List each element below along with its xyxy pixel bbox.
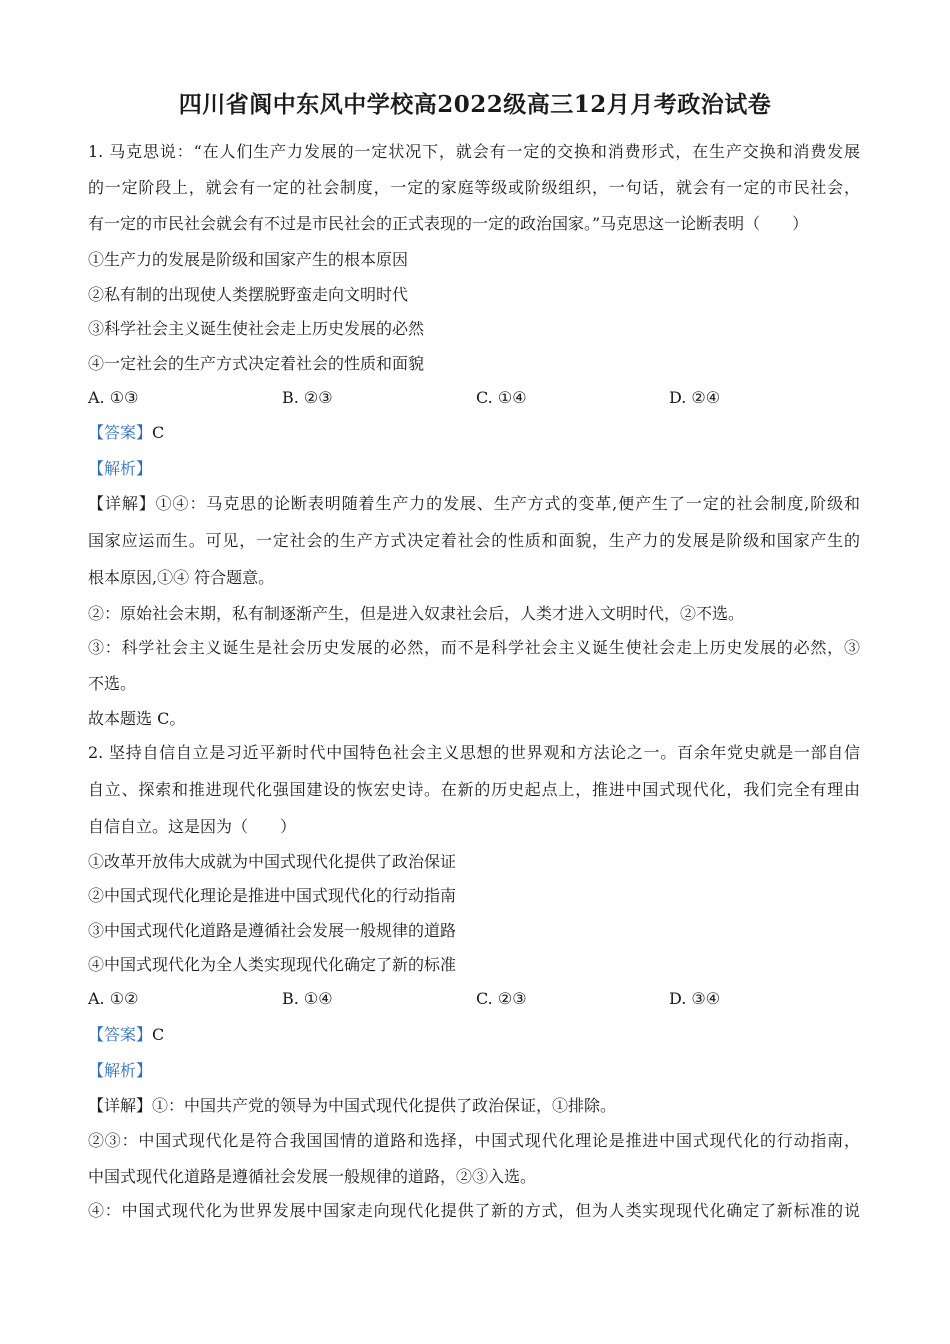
q1-statement: ③科学社会主义诞生使社会走上历史发展的必然 — [88, 319, 425, 338]
q1-option-d: D. ②④ — [669, 388, 721, 407]
q1-option-c: C. ①④ — [476, 388, 527, 407]
q2-detail-line: ④：中国式现代化为世界发展中国家走向现代化提供了新的方式，但为人类实现现代化确定了新标准的说 — [88, 1201, 860, 1220]
q2-statement: ①改革开放伟大成就为中国式现代化提供了政治保证 — [88, 852, 457, 871]
q2-detail-line — [88, 1096, 616, 1116]
q2-option-d: D. ③④ — [669, 989, 721, 1008]
answer-tag: 【答案】 — [88, 1025, 153, 1044]
q1-detail-line: 国家应运而生。可见，一定社会的生产方式决定着社会的性质和面貌，生产力的发展是阶级和国家产生的 — [88, 531, 860, 550]
answer-tag: 【答案】 — [88, 423, 153, 442]
q1-statement: ①生产力的发展是阶级和国家产生的根本原因 — [88, 250, 409, 269]
q1-detail-line: 不选。 — [88, 674, 137, 693]
q2-option-a: A. ①② — [88, 989, 139, 1008]
analysis-tag: 【解析】 — [88, 459, 153, 478]
q2-answer-value: C — [152, 1025, 165, 1044]
q2-answer-line — [88, 1025, 164, 1045]
detail-tag: 【详解】 — [88, 1096, 153, 1115]
q2-statement: ③中国式现代化道路是遵循社会发展一般规律的道路 — [88, 921, 457, 940]
q2-detail-text: ①：中国共产党的领导为中国式现代化提供了政治保证，①排除。 — [152, 1096, 617, 1115]
q1-option-a: A. ①③ — [88, 388, 139, 407]
q1-detail-text: ①④：马克思的论断表明随着生产力的发展、生产方式的变革,便产生了一定的社会制度,阶级和 — [155, 494, 860, 513]
q1-answer-value: C — [152, 423, 165, 442]
q1-detail-line: 故本题选 C。 — [88, 709, 186, 728]
q1-stem-line: 1. 马克思说：“在人们生产力发展的一定状况下，就会有一定的交换和消费形式，在生产交换和消费发展 — [88, 142, 860, 161]
q1-stem-line: 有一定的市民社会就会有不过是市民社会的正式表现的一定的政治国家。”马克思这一论断表明（ ） — [88, 214, 809, 233]
q2-option-b: B. ①④ — [282, 989, 333, 1008]
q2-stem-line: 自信自立。这是因为（ ） — [88, 817, 297, 836]
q1-detail-line: ②：原始社会末期，私有制逐渐产生，但是进入奴隶社会后，人类才进入文明时代，②不选。 — [88, 604, 745, 623]
q1-analysis-heading — [88, 459, 152, 479]
q1-detail-line: ③：科学社会主义诞生是社会历史发展的必然，而不是科学社会主义诞生使社会走上历史发展的必然，③ — [88, 638, 860, 657]
q2-detail-line: ②③：中国式现代化是符合我国国情的道路和选择，中国式现代化理论是推进中国式现代化的行动指南， — [88, 1131, 860, 1150]
page-title: 四川省阆中东风中学校高2022级高三12月月考政治试卷 — [178, 91, 772, 118]
q2-option-c: C. ②③ — [476, 989, 527, 1008]
detail-tag: 【详解】 — [88, 494, 156, 513]
q1-detail-line — [88, 494, 860, 514]
q2-stem-line: 自立、探索和推进现代化强国建设的恢宏史诗。在新的历史起点上，推进中国式现代化，我们完全有理由 — [88, 780, 860, 799]
q1-answer-line — [88, 423, 164, 443]
q2-statement: ②中国式现代化理论是推进中国式现代化的行动指南 — [88, 886, 457, 905]
q1-option-b: B. ②③ — [282, 388, 333, 407]
q2-analysis-heading — [88, 1061, 152, 1081]
q2-statement: ④中国式现代化为全人类实现现代化确定了新的标准 — [88, 955, 457, 974]
q1-statement: ②私有制的出现使人类摆脱野蛮走向文明时代 — [88, 285, 409, 304]
q2-detail-line: 中国式现代化道路是遵循社会发展一般规律的道路，②③入选。 — [88, 1167, 537, 1186]
q1-statement: ④一定社会的生产方式决定着社会的性质和面貌 — [88, 354, 425, 373]
q1-detail-line: 根本原因,①④ 符合题意。 — [88, 568, 275, 587]
q2-stem-line: 2. 坚持自信自立是习近平新时代中国特色社会主义思想的世界观和方法论之一。百余年党史就是一部自信 — [88, 743, 860, 762]
analysis-tag: 【解析】 — [88, 1061, 153, 1080]
q1-stem-line: 的一定阶段上，就会有一定的社会制度，一定的家庭等级或阶级组织，一句话，就会有一定的市民社会， — [88, 178, 860, 197]
